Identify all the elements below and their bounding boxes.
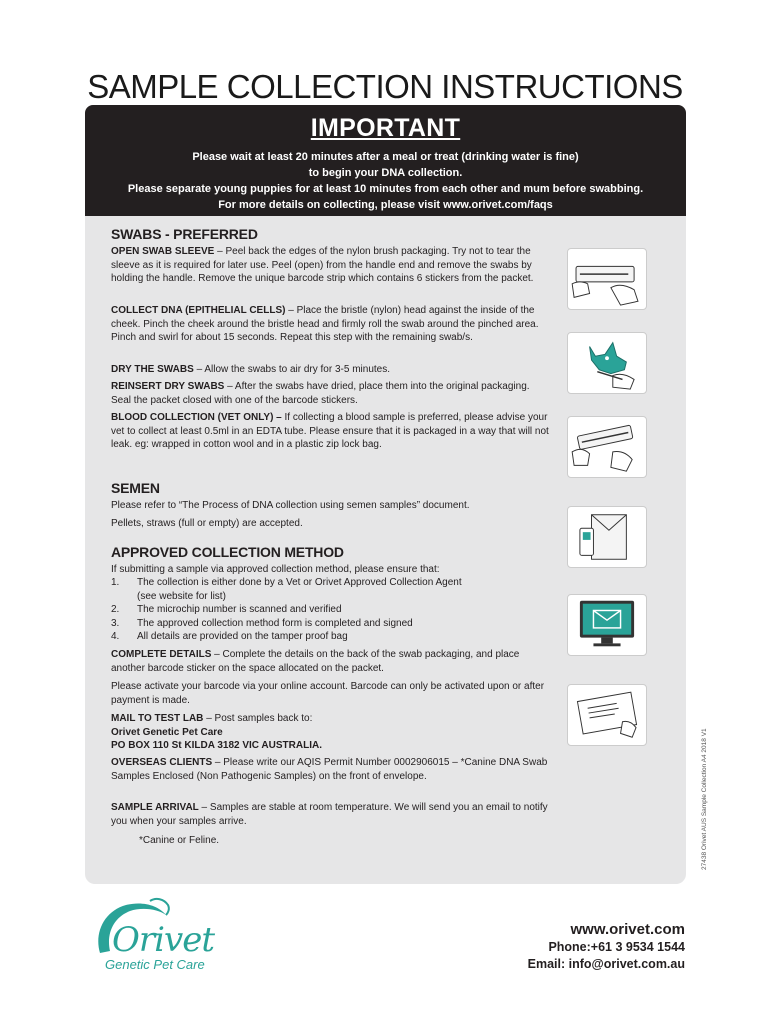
address-line-2: PO BOX 110 St KILDA 3182 VIC AUSTRALIA. <box>111 740 322 751</box>
swabs-heading: SWABS - PREFERRED <box>111 226 258 242</box>
contact-phone: Phone:+61 3 9534 1544 <box>548 940 685 954</box>
complete-details <box>111 648 551 675</box>
text: – Samples are stable at room temperature. We will send you an email to notify you when your samples arrive. <box>111 802 548 827</box>
text: – After the swabs have dried, place them into the original packaging. Seal the packet closed with one of the barcode stickers. <box>111 381 530 406</box>
overseas-clients <box>111 756 551 783</box>
label: COLLECT DNA (EPITHELIAL CELLS) <box>111 305 286 316</box>
approved-list <box>111 576 551 644</box>
list-number <box>111 590 137 604</box>
text: – Peel back the edges of the nylon brush packaging. Try not to tear the sleeve as it is required for later use. Peel (open) from the handle end and remove the swabs by holding the handle. Remove the unique barcode strip which contains 6 stickers from the packet. <box>111 246 534 284</box>
semen-text-1: Please refer to “The Process of DNA collection using semen samples” document. <box>111 500 470 511</box>
approved-intro: If submitting a sample via approved collection method, please ensure that: <box>111 564 440 575</box>
label: OPEN SWAB SLEEVE <box>111 246 215 257</box>
important-banner <box>85 105 686 223</box>
list-number: 2. <box>111 604 120 615</box>
banner-line-2: to begin your DNA collection. <box>308 167 463 179</box>
list-text: The microchip number is scanned and verified <box>137 604 342 615</box>
list-item <box>111 617 551 631</box>
swab-collect-dna <box>111 304 551 345</box>
sample-arrival <box>111 801 551 828</box>
address-line-1: Orivet Genetic Pet Care <box>111 726 223 738</box>
list-number: 1. <box>111 577 120 588</box>
label: OVERSEAS CLIENTS <box>111 757 213 768</box>
list-item <box>111 630 551 644</box>
dog-swab-icon <box>567 332 647 394</box>
page-title: SAMPLE COLLECTION INSTRUCTIONS <box>87 68 683 105</box>
label: SAMPLE ARRIVAL <box>111 802 199 813</box>
list-item <box>111 603 551 617</box>
mail-to-lab <box>111 712 551 753</box>
semen-envelope-icon <box>567 506 647 568</box>
text: – Place the bristle (nylon) head against the inside of the cheek. Pinch the cheek around the bristle head and firmly roll the swab around the pinched area. Pinch and swirl for about 15 seconds. Repeat this step with the remaining swab/s. <box>111 305 539 343</box>
text: If collecting a blood sample is preferred, please advise your vet to collect at least 0.5ml in an EDTA tube. Please ensure that it is packaged in a way that will not leak. eg: wrapped in cotton wool and in a plastic zip lock bag. <box>111 412 549 450</box>
label: COMPLETE DETAILS <box>111 649 212 660</box>
blood-collection <box>111 411 551 452</box>
banner-line-3: Please separate young puppies for at least 10 minutes from each other and mum before swabbing. <box>127 183 644 195</box>
label: REINSERT DRY SWABS <box>111 381 225 392</box>
contact-email[interactable]: Email: info@orivet.com.au <box>527 957 685 971</box>
footnote: *Canine or Feline. <box>139 835 220 846</box>
logo-tagline: Genetic Pet Care <box>105 957 205 972</box>
contact-website[interactable]: www.orivet.com <box>570 921 685 938</box>
label: BLOOD COLLECTION (VET ONLY) – <box>111 412 282 423</box>
swab-sleeve-icon <box>567 248 647 310</box>
document-code: 27438 Orivet AUS Sample Collection A4 2018 V1 <box>701 728 708 870</box>
text: – Post samples back to: <box>203 713 313 724</box>
swab-dry <box>111 363 551 377</box>
label: DRY THE SWABS <box>111 364 194 375</box>
swab-reinsert <box>111 380 551 407</box>
logo-wordmark: Orivet <box>112 920 214 960</box>
semen-heading: SEMEN <box>111 480 160 496</box>
list-number: 4. <box>111 631 120 642</box>
list-text: The approved collection method form is completed and signed <box>137 617 413 629</box>
postage-envelope-icon <box>567 684 647 746</box>
swab-open-sleeve <box>111 245 551 286</box>
list-text: All details are provided on the tamper proof bag <box>137 631 348 642</box>
list-item <box>111 576 551 590</box>
list-item <box>111 590 551 604</box>
list-text: (see website for list) <box>137 590 226 602</box>
text: – Please write our AQIS Permit Number 0002906015 – *Canine DNA Swab Samples Enclosed (Non Pathogenic Samples) on the front of envelope. <box>111 757 548 782</box>
semen-text-2: Pellets, straws (full or empty) are accepted. <box>111 518 303 529</box>
banner-line-4: For more details on collecting, please visit www.orivet.com/faqs <box>218 199 553 211</box>
activate-barcode: Please activate your barcode via your online account. Barcode can only be activated upon or after payment is made. <box>111 681 545 706</box>
important-heading: IMPORTANT <box>310 114 461 142</box>
list-number: 3. <box>111 617 120 629</box>
computer-mail-icon <box>567 594 647 656</box>
list-text: The collection is either done by a Vet or Orivet Approved Collection Agent <box>137 577 462 588</box>
text: – Allow the swabs to air dry for 3-5 minutes. <box>193 364 390 375</box>
approved-heading: APPROVED COLLECTION METHOD <box>111 544 344 560</box>
text: – Complete the details on the back of the swab packaging, and place another barcode sticker on the space allocated on the packet. <box>111 649 520 674</box>
label: MAIL TO TEST LAB <box>111 713 204 724</box>
swab-packet-icon <box>567 416 647 478</box>
banner-line-1: Please wait at least 20 minutes after a meal or treat (drinking water is fine) <box>192 151 579 163</box>
